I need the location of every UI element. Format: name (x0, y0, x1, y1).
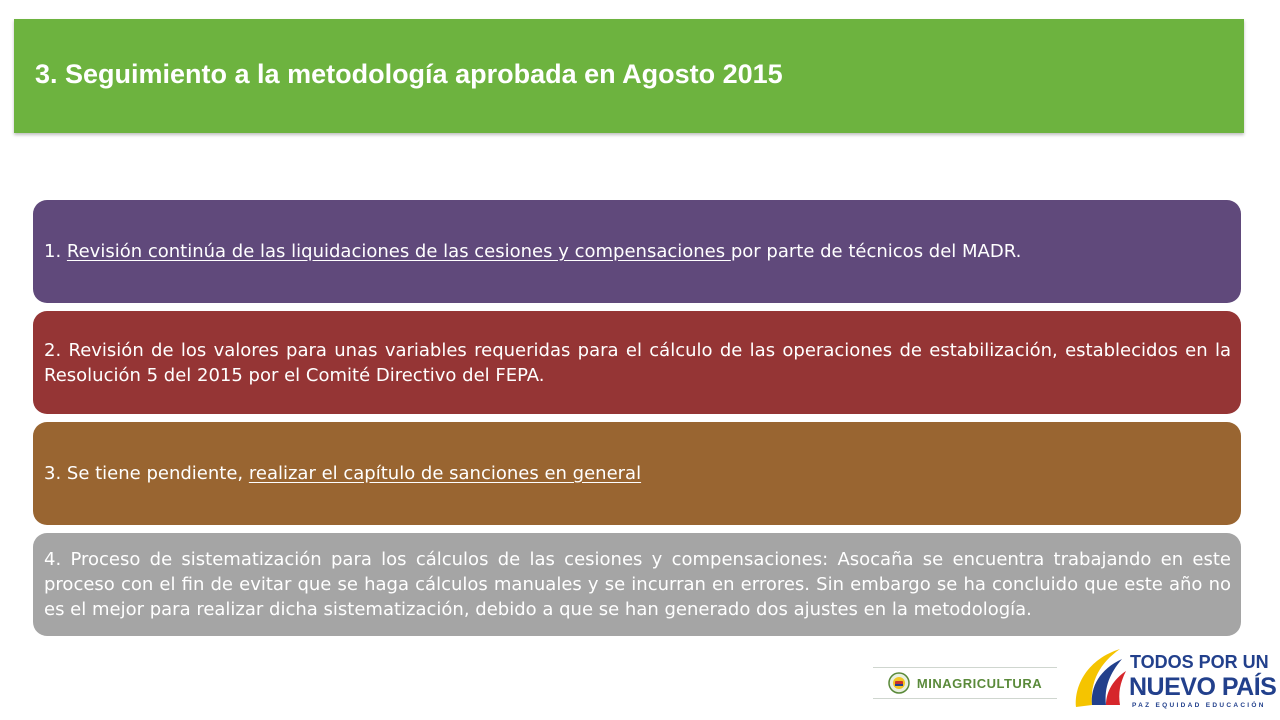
item-1-suffix: por parte de técnicos del MADR. (730, 241, 1022, 262)
item-4-text: 4. Proceso de sistematización para los cálculos de las cesiones y compensaciones: Asocaña se encuentra trabajando en este proceso con el fin de evitar que se haga cálculos manuales y se incurran en errores. Sin embargo se ha concluido que este año no es el mejor para realizar dicha sistematización, debido a que se han generado dos ajustes en la metodología. (44, 549, 1231, 620)
slide-title: 3. Seguimiento a la metodología aprobada en Agosto 2015 (35, 59, 783, 89)
coat-of-arms-icon (888, 672, 910, 694)
todos-line-1: TODOS POR UN (1130, 652, 1269, 672)
item-card-1 (33, 200, 1241, 303)
item-3-prefix: 3. Se tiene pendiente, (44, 463, 249, 484)
todos-line-3: PAZ EQUIDAD EDUCACIÓN (1132, 702, 1266, 709)
item-3-text (44, 461, 1231, 486)
item-card-3 (33, 422, 1241, 525)
flag-swoosh-icon (1070, 645, 1130, 717)
minagricultura-label: MINAGRICULTURA (916, 675, 1043, 691)
item-card-2 (33, 311, 1241, 414)
item-2-text: 2. Revisión de los valores para unas variables requeridas para el cálculo de las operaciones de estabilización, establecidos en la Resolución 5 del 2015 por el Comité Directivo del FEPA. (44, 339, 1231, 386)
item-1-prefix: 1. (44, 241, 67, 262)
todos-por-un-nuevo-pais-logo (1070, 645, 1275, 717)
item-1-text (44, 239, 1231, 264)
item-1-underlined: Revisión continúa de las liquidaciones de las cesiones y compensaciones (66, 241, 731, 262)
minagricultura-logo (873, 667, 1057, 699)
item-card-4 (33, 533, 1241, 636)
item-3-underlined: realizar el capítulo de sanciones en general (248, 463, 642, 484)
todos-line-2: NUEVO PAÍS (1129, 673, 1277, 701)
slide-header (14, 19, 1244, 133)
